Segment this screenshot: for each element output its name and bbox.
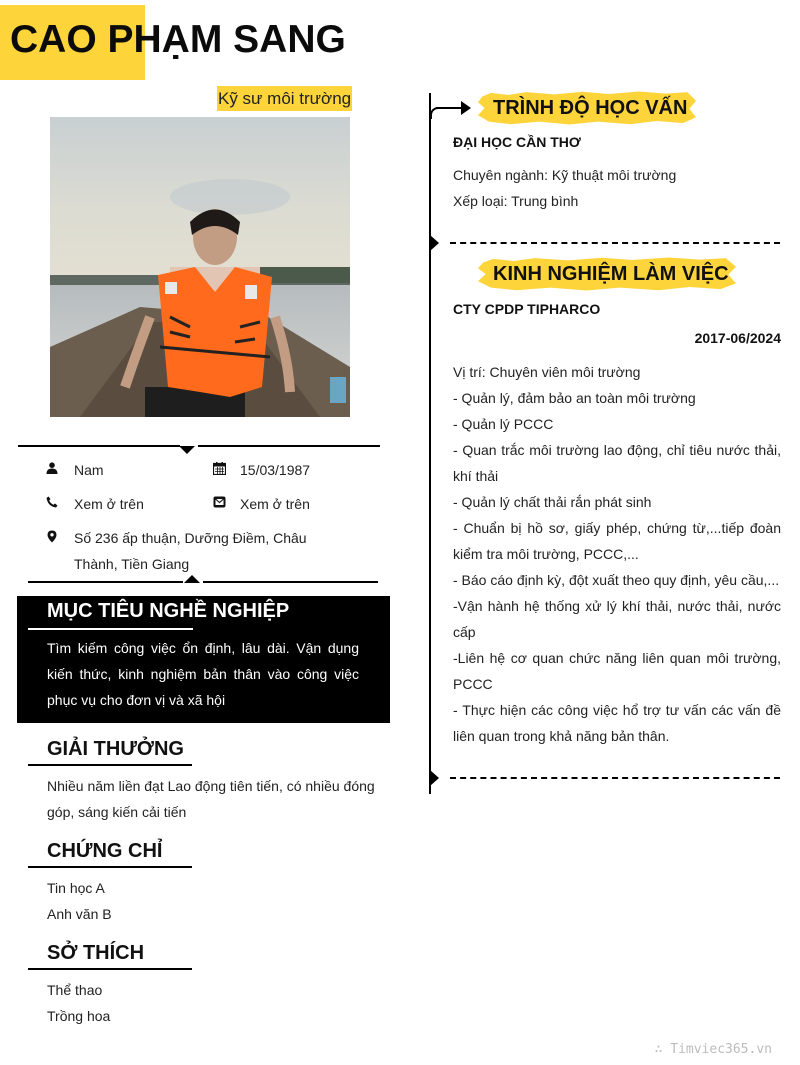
address-line-1: Số 236 ấp thuận, Dưỡng Điềm, Châu [74, 530, 307, 546]
experience-detail-item: - Quản lý, đảm bảo an toàn môi trường [453, 390, 696, 406]
education-major: Chuyên ngành: Kỹ thuật môi trường [453, 167, 677, 183]
hobby-item: Trồng hoa [47, 1008, 111, 1024]
section-divider [450, 777, 780, 779]
awards-underline [28, 764, 192, 766]
contact-bottom-rule-right [203, 581, 378, 583]
experience-company: CTY CPDP TIPHARCO [453, 301, 601, 317]
birthday-value: 15/03/1987 [240, 462, 311, 478]
awards-line-2: góp, sáng kiến cải tiến [47, 804, 187, 820]
phone-value: Xem ở trên [74, 496, 144, 512]
envelope-icon [212, 495, 226, 509]
contact-bottom-rule-left [28, 581, 183, 583]
experience-detail-item: - Quản lý chất thải rắn phát sinh [453, 494, 652, 510]
experience-detail-item: -Liên hệ cơ quan chức năng liên quan môi trường, PCCC [453, 650, 781, 692]
watermark: ∴ Timviec365.vn [654, 1042, 772, 1057]
user-icon [45, 461, 59, 475]
phone-icon [45, 495, 59, 509]
awards-title: GIẢI THƯỞNG [47, 738, 184, 760]
contact-top-rule-right [198, 445, 380, 447]
calendar-icon [212, 461, 226, 475]
certificates-underline [28, 866, 192, 868]
objective-underline [28, 628, 193, 630]
education-grade: Xếp loại: Trung bình [453, 193, 579, 209]
objective-title: MỤC TIÊU NGHỀ NGHIỆP [47, 600, 290, 622]
job-title: Kỹ sư môi trường [217, 86, 352, 111]
caret-down-icon [179, 446, 195, 454]
awards-line-1: Nhiều năm liền đạt Lao động tiên tiến, có nhiều đóng [47, 778, 375, 794]
photo-illustration [50, 117, 350, 417]
certificate-item: Anh văn B [47, 906, 112, 922]
email-value: Xem ở trên [240, 496, 310, 512]
contact-top-rule-left [18, 445, 180, 447]
certificates-title: CHỨNG CHỈ [47, 840, 163, 862]
experience-detail-item: Vị trí: Chuyên viên môi trường [453, 364, 641, 380]
education-school: ĐẠI HỌC CẦN THƠ [453, 134, 581, 150]
arrow-right-icon [461, 101, 471, 115]
experience-detail-item: - Quan trắc môi trường lao động, chỉ tiêu nước thải, khí thải [453, 442, 781, 484]
experience-detail-item: - Chuẩn bị hồ sơ, giấy phép, chứng từ,...tiếp đoàn kiểm tra môi trường, PCCC,... [453, 520, 781, 562]
objective-text: Tìm kiếm công việc ổn định, lâu dài. Vận dụng kiến thức, kinh nghiệm bản thân vào công việc phục vụ cho đơn vị và xã hội [47, 640, 359, 708]
objective-section [17, 596, 390, 723]
address-line-2: Thành, Tiền Giang [74, 556, 190, 572]
gender-value: Nam [74, 462, 104, 478]
experience-period: 2017-06/2024 [694, 330, 781, 346]
experience-detail-item: - Báo cáo định kỳ, đột xuất theo quy định, yêu cầu,... [453, 572, 780, 588]
education-title: TRÌNH ĐỘ HỌC VẤN [493, 97, 688, 119]
experience-detail-item: -Vận hành hệ thống xử lý khí thải, nước thải, nước cấp [453, 598, 781, 640]
experience-title: KINH NGHIỆM LÀM VIỆC [493, 263, 729, 285]
experience-detail-item: - Quản lý PCCC [453, 416, 554, 432]
hobbies-underline [28, 968, 192, 970]
caret-up-icon [184, 575, 200, 583]
certificate-item: Tin học A [47, 880, 105, 896]
hobby-item: Thể thao [47, 982, 103, 998]
experience-details [453, 359, 781, 749]
candidate-name: CAO PHẠM SANG [10, 18, 346, 61]
timeline-line [429, 93, 431, 794]
section-divider [450, 242, 780, 244]
timeline-marker-icon [430, 235, 439, 251]
timeline-marker-icon [430, 770, 439, 786]
timeline-arrow-line [436, 107, 462, 109]
profile-photo [50, 117, 350, 417]
experience-detail-item: - Thực hiện các công việc hổ trợ tư vấn các vấn đề liên quan trong khả năng bản thân. [453, 702, 781, 744]
hobbies-title: SỞ THÍCH [47, 942, 145, 964]
map-marker-icon [45, 529, 59, 543]
